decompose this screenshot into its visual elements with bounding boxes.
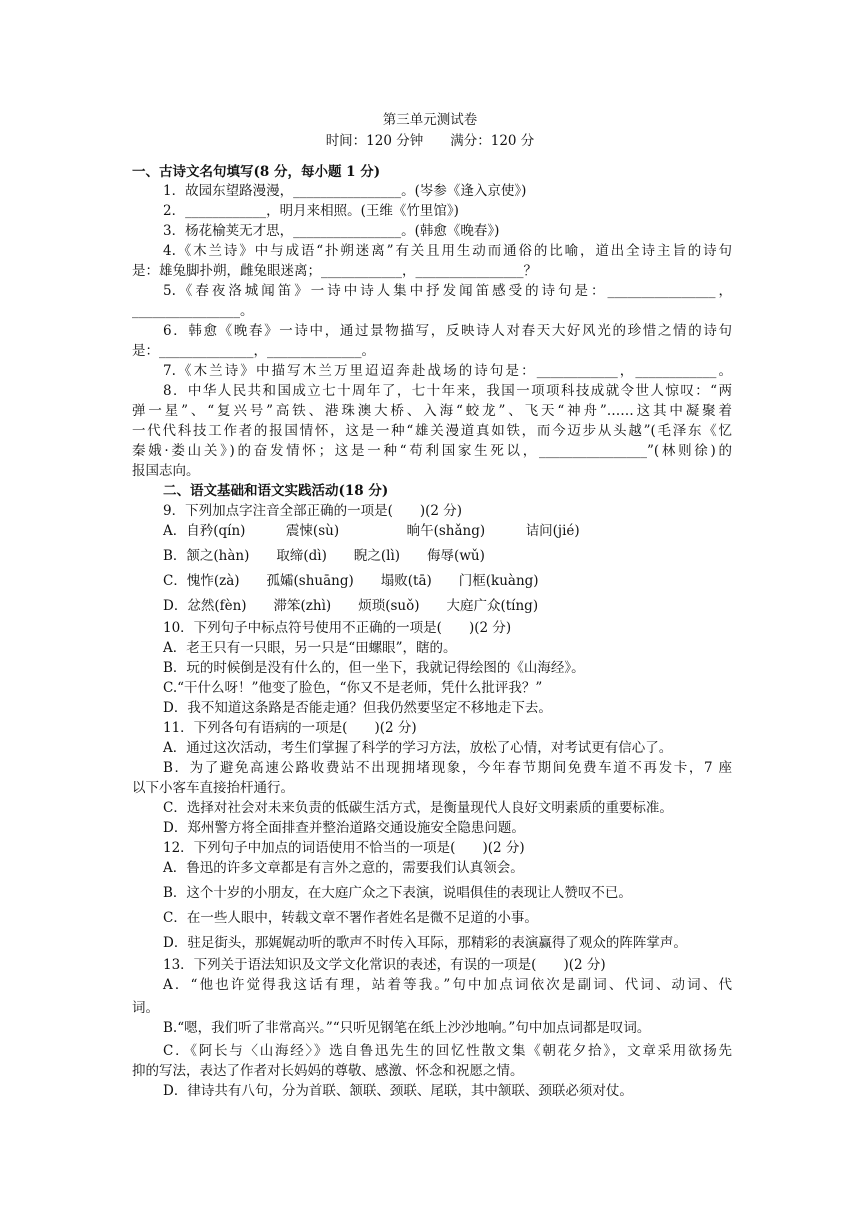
text-line: 词。	[132, 1000, 159, 1016]
text-line: 以下小客车直接抬杆通行。	[132, 780, 294, 796]
text-line: 报国志向。	[132, 463, 200, 479]
text-line: 一、古诗文名句填写(8 分，每小题 1 分)	[132, 164, 381, 180]
text-line: 弹一星”、“复兴号”高铁、港珠澳大桥、入海“蛟龙”、飞天“神舟”……这其中凝聚着	[132, 403, 732, 419]
text-line: A．老王只有一只眼，另一只是“田螺眼”，瞎的。	[163, 640, 457, 656]
text-line: 2．____________，明月来相照。(王维《竹里馆》)	[163, 203, 459, 219]
text-line: B.“嗯，我们听了非常高兴。”“只听见钢笔在纸上沙沙地响。”句中加点词都是叹词。	[163, 1020, 651, 1036]
text-line: 3．杨花榆荚无才思，________________。(韩愈《晚春》)	[163, 223, 500, 239]
text-line: 1．故园东望路漫漫，________________。(岑参《逢入京使》)	[163, 183, 527, 199]
text-line: C．在一些人眼中，转载文章不署作者姓名是微不足道的小事。	[163, 910, 538, 926]
text-line: 4.《木兰诗》中与成语“扑朔迷离”有关且用生动而通俗的比喻，道出全诗主旨的诗句	[163, 243, 732, 259]
text-line: 5.《春夜洛城闻笛》一诗中诗人集中抒发闻笛感受的诗句是：________________，	[163, 283, 732, 299]
text-line: 抑的写法，表达了作者对长妈妈的尊敬、感激、怀念和祝愿之情。	[132, 1063, 524, 1079]
text-line: B．这个十岁的小朋友，在大庭广众之下表演，说唱俱佳的表现让人赞叹不已。	[163, 885, 632, 901]
text-line: 二、语文基础和语文实践活动(18 分)	[163, 483, 389, 499]
text-line: C．《阿长与〈山海经〉》选自鲁迅先生的回忆性散文集《朝花夕拾》，文章采用欲扬先	[163, 1043, 732, 1059]
text-line: 6．韩愈《晚春》一诗中，通过景物描写，反映诗人对春天大好风光的珍惜之情的诗句	[163, 323, 732, 339]
text-line: D．律诗共有八句，分为首联、颔联、颈联、尾联，其中颔联、颈联必须对仗。	[163, 1083, 633, 1099]
text-line: D．我不知道这条路是否能走通？但我仍然要坚定不移地走下去。	[163, 700, 552, 716]
text-line: A．自矜(qín) 震悚(sù) 晌午(shǎng) 诘问(jié)	[163, 523, 580, 539]
text-line: 是：雄兔脚扑朔，雌兔眼迷离；____________，________________？	[132, 263, 537, 279]
text-line: D．郑州警方将全面排查并整治道路交通设施安全隐患问题。	[163, 820, 525, 836]
text-line: C.“干什么呀！”他变了脸色，“你又不是老师，凭什么批评我？”	[163, 680, 543, 696]
exam-time-score: 时间：120 分钟 满分：120 分	[325, 133, 535, 149]
text-line: 一代代科技工作者的报国情怀，这是一种“雄关漫道真如铁，而今迈步从头越”(毛泽东《忆	[132, 423, 732, 439]
text-line: B．为了避免高速公路收费站不出现拥堵现象，今年春节期间免费车道不再发卡，7 座	[163, 760, 732, 776]
page-title: 第三单元测试卷	[382, 112, 478, 128]
text-line: A．鲁迅的许多文章都是有言外之意的，需要我们认真领会。	[163, 860, 524, 876]
text-line: B．颔之(hàn) 取缔(dì) 睨之(lì) 侮辱(wǔ)	[163, 548, 485, 564]
text-line: 8．中华人民共和国成立七十周年了，七十年来，我国一项项科技成就令世人惊叹：“两	[163, 383, 732, 399]
text-line: 11．下列各句有语病的一项是( )(2 分)	[163, 720, 417, 736]
text-line: C．选择对社会对未来负责的低碳生活方式，是衡量现代人良好文明素质的重要标准。	[163, 800, 673, 816]
text-line: 10．下列句子中标点符号使用不正确的一项是( )(2 分)	[163, 620, 512, 636]
text-line: 9．下列加点字注音全部正确的一项是( )(2 分)	[163, 503, 463, 519]
text-line: A．“他也许觉得我这话有理，站着等我。”句中加点词依次是副词、代词、动词、代	[163, 977, 732, 993]
text-line: D．驻足街头，那娓娓动听的歌声不时传入耳际，那精彩的表演赢得了观众的阵阵掌声。	[163, 935, 687, 951]
text-line: A．通过这次活动，考生们掌握了科学的学习方法，放松了心情，对考试更有信心了。	[163, 740, 673, 756]
text-line: 12．下列句子中加点的词语使用不恰当的一项是( )(2 分)	[163, 840, 525, 856]
text-line: B．玩的时候倒是没有什么的，但一坐下，我就记得绘图的《山海经》。	[163, 660, 585, 676]
text-line: 13．下列关于语法知识及文学文化常识的表述，有误的一项是( )(2 分)	[163, 957, 606, 973]
text-line: 是：______________，______________。	[132, 343, 375, 359]
text-line: C．愧怍(zà) 孤孀(shuāng) 塌败(tā) 门框(kuàng)	[163, 573, 539, 589]
text-line: ________________。	[132, 303, 254, 319]
text-line: 秦娥·娄山关》)的奋发情怀；这是一种“苟利国家生死以，________________”(林则徐)的	[132, 443, 732, 459]
text-line: D．忿然(fèn) 滞笨(zhì) 烦琐(suǒ) 大庭广众(tíng)	[163, 598, 539, 614]
text-line: 7.《木兰诗》中描写木兰万里迢迢奔赴战场的诗句是：____________，____________。	[163, 363, 732, 379]
